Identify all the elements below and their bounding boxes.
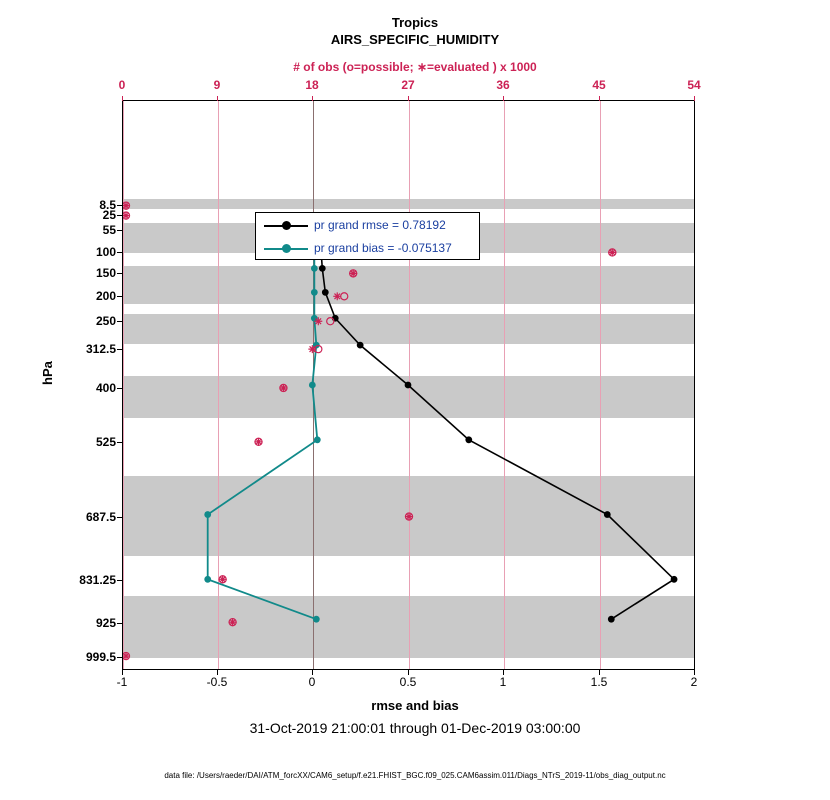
y-tick-label: 55 (102, 223, 116, 237)
date-range-label: 31-Oct-2019 21:00:01 through 01-Dec-2019 03:00:00 (249, 720, 581, 736)
bias-point (314, 436, 321, 443)
y-tick-label: 25 (102, 208, 116, 222)
y-tickmark (117, 580, 122, 581)
rmse-point (608, 616, 615, 623)
legend-dot-bias (282, 244, 291, 253)
y-tickmark (117, 349, 122, 350)
y-tick-label: 200 (95, 289, 116, 303)
y-tickmark (117, 657, 122, 658)
x-axis-label: rmse and bias (371, 698, 459, 713)
bias-point (311, 289, 318, 296)
data-file-footer: data file: /Users/raeder/DAI/ATM_forcXX/CAM6_setup/f.e21.FHIST_BGC.f09_025.CAM6assim.011/Diags_NTrS_2019-11/obs_diag_output.nc (164, 771, 666, 780)
y-tick-label: 150 (95, 266, 116, 280)
y-tick-label: 312.5 (85, 342, 116, 356)
rmse-point (604, 511, 611, 518)
x-tick-label: 0 (308, 675, 316, 689)
legend-dot-rmse (282, 221, 291, 230)
legend-item-bias (256, 238, 479, 259)
rmse-point (671, 576, 678, 583)
x-tick-label: 1.5 (590, 675, 608, 689)
top-tickmark (599, 96, 600, 101)
y-tick-label: 831.25 (79, 573, 116, 587)
legend (255, 212, 480, 260)
top-tickmark (122, 96, 123, 101)
rmse-point (465, 436, 472, 443)
y-tickmark (117, 273, 122, 274)
y-tick-label: 100 (95, 245, 116, 259)
y-axis-label: hPa (40, 361, 55, 385)
y-tick-label: 687.5 (85, 510, 116, 524)
x-tick-label: -0.5 (206, 675, 228, 689)
y-tick-label: 925 (95, 616, 116, 630)
y-tickmark (117, 296, 122, 297)
top-tickmark (217, 96, 218, 101)
bias-point (311, 315, 318, 322)
chart-title (0, 14, 830, 48)
y-tick-label: 999.5 (85, 650, 116, 664)
top-tick-label: 27 (401, 78, 415, 92)
bias-point (313, 616, 320, 623)
x-tick-label: -1 (116, 675, 128, 689)
top-tick-label: 9 (213, 78, 221, 92)
bias-point (204, 511, 211, 518)
x-tick-label: 0.5 (399, 675, 417, 689)
top-tick-label: 54 (687, 78, 701, 92)
rmse-point (405, 382, 412, 389)
y-tickmark (117, 442, 122, 443)
obs-markers (123, 202, 616, 660)
bias-point (309, 382, 316, 389)
y-tickmark (117, 205, 122, 206)
top-tickmark (312, 96, 313, 101)
top-tick-label: 45 (592, 78, 606, 92)
rmse-point (357, 342, 364, 349)
legend-label-rmse: pr grand rmse = 0.78192 (314, 218, 446, 232)
x-gridline (694, 101, 695, 669)
y-tickmark (117, 230, 122, 231)
x-tick-label: 1 (499, 675, 507, 689)
rmse-point (319, 265, 326, 272)
rmse-line (318, 231, 674, 620)
y-tick-label: 525 (95, 435, 116, 449)
plot-area (122, 100, 695, 670)
top-axis-label: # of obs (o=possible; ∗=evaluated ) x 1000 (293, 60, 537, 74)
y-tickmark (117, 252, 122, 253)
x-tick-label: 2 (690, 675, 698, 689)
y-tick-label: 400 (95, 381, 116, 395)
legend-label-bias: pr grand bias = -0.075137 (314, 241, 452, 255)
top-tickmark (503, 96, 504, 101)
bias-point (204, 576, 211, 583)
y-tickmark (117, 215, 122, 216)
legend-item-rmse (256, 215, 479, 236)
y-tickmark (117, 321, 122, 322)
top-tick-label: 18 (305, 78, 319, 92)
bias-line (208, 231, 318, 620)
y-tick-label: 8.5 (99, 198, 116, 212)
y-tickmark (117, 623, 122, 624)
y-tickmark (117, 517, 122, 518)
y-tickmark (117, 388, 122, 389)
title-line-1: Tropics (391, 15, 439, 30)
y-tick-label: 250 (95, 314, 116, 328)
series-plot (123, 101, 694, 669)
title-line-2: AIRS_SPECIFIC_HUMIDITY (330, 32, 500, 47)
bias-point (311, 265, 318, 272)
top-tick-label: 36 (496, 78, 510, 92)
top-tickmark (694, 96, 695, 101)
top-tickmark (408, 96, 409, 101)
rmse-point (322, 289, 329, 296)
top-tick-label: 0 (118, 78, 126, 92)
